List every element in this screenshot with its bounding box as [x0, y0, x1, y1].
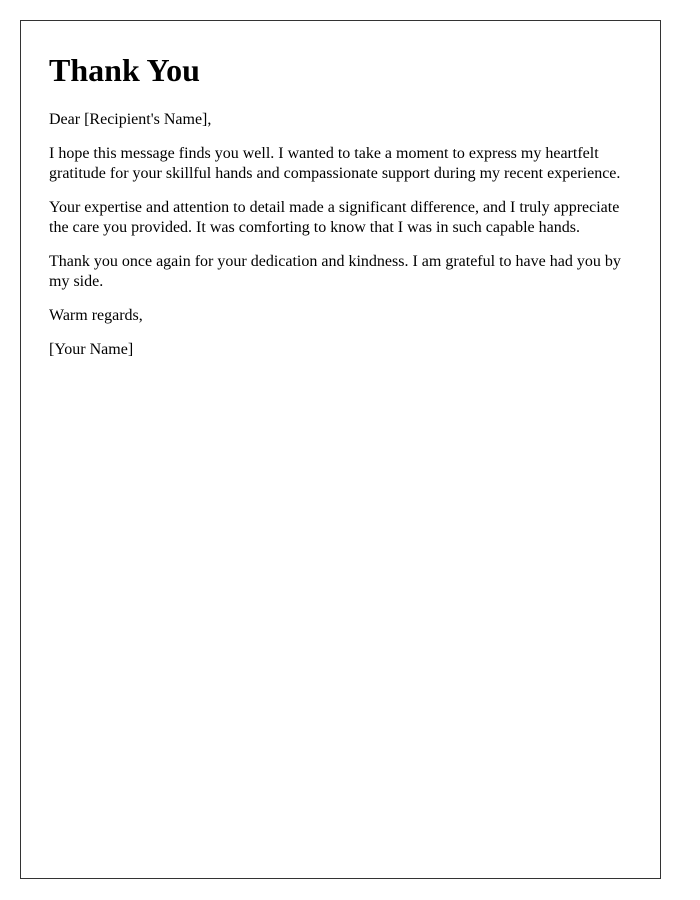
letter-title: Thank You	[49, 52, 200, 88]
body-paragraph: Your expertise and attention to detail made a significant difference, and I truly appreciate the care you provided. It was comforting to know that I was in such capable hands.	[49, 198, 620, 236]
letter-document	[20, 20, 661, 879]
salutation: Dear [Recipient's Name],	[49, 110, 212, 128]
body-paragraph: Thank you once again for your dedication and kindness. I am grateful to have had you by my side.	[49, 252, 621, 290]
signature-placeholder: [Your Name]	[49, 340, 134, 358]
closing-phrase: Warm regards,	[49, 306, 143, 324]
body-paragraph: I hope this message finds you well. I wanted to take a moment to express my heartfelt gratitude for your skillful hands and compassionate support during my recent experience.	[49, 144, 621, 182]
